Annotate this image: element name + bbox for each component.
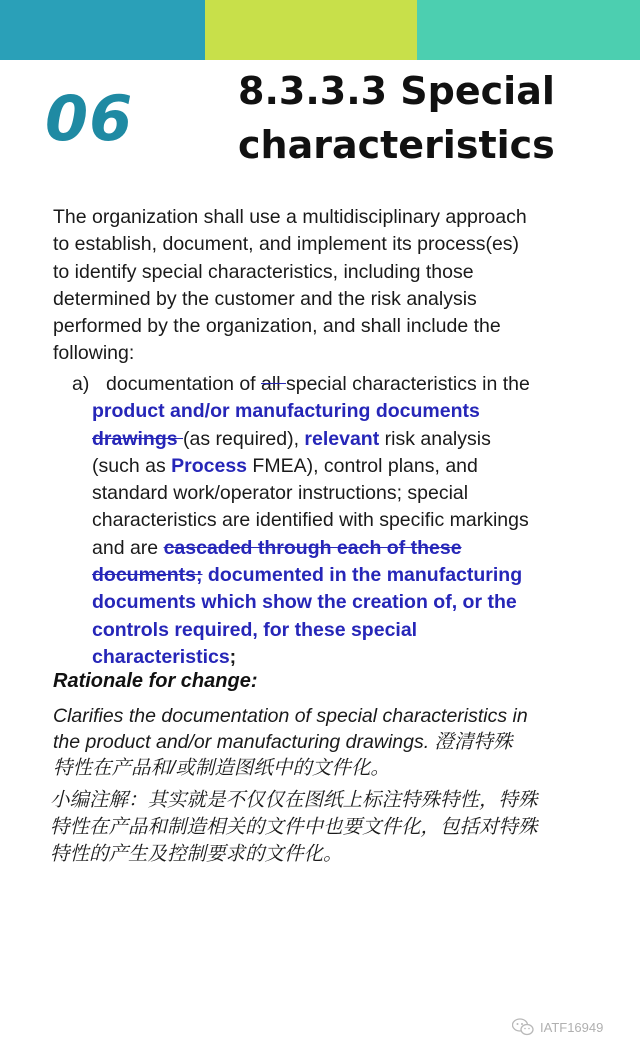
rationale-heading: Rationale for change:	[53, 670, 258, 692]
intro-line: The organization shall use a multidisciplinary approach	[53, 206, 527, 228]
struck-text: all	[261, 373, 286, 395]
item-text: FMEA), control plans, and	[247, 454, 478, 477]
struck-text: drawings	[92, 427, 184, 450]
struck-text: cascaded through each of these	[163, 536, 462, 559]
item-a-line-9	[72, 589, 607, 616]
item-a-line-6: characteristics are identified with specific markings	[92, 509, 529, 532]
item-a-line-10	[72, 617, 607, 644]
item-label: a)	[72, 373, 90, 395]
added-text: product and/or manufacturing documents	[92, 400, 480, 423]
intro-line: determined by the customer and the risk analysis	[53, 287, 477, 310]
watermark-text: IATF16949	[540, 1019, 604, 1035]
watermark	[512, 1018, 603, 1036]
list-item-a	[72, 371, 607, 671]
added-text: documents which show the creation of, or the	[92, 591, 517, 614]
rationale-text	[53, 703, 618, 781]
item-text: special characteristics in the	[285, 373, 530, 395]
section-number: 06	[45, 82, 134, 155]
note-line: 特性在产品和制造相关的文件中也要文件化，包括对特殊	[50, 816, 538, 838]
item-a-line-5: standard work/operator instructions; special	[92, 482, 469, 505]
item-a-line-11	[72, 644, 607, 671]
intro-line: following:	[53, 342, 135, 365]
top-bar-green	[417, 0, 640, 60]
intro-line: to establish, document, and implement its process(es)	[53, 233, 520, 256]
item-text: documentation of	[106, 373, 262, 395]
intro-paragraph	[53, 204, 613, 368]
intro-line: performed by the organization, and shall include the	[53, 315, 501, 338]
item-text: risk analysis	[379, 427, 491, 450]
item-a-line-2	[72, 398, 607, 425]
title-line-1: 8.3.3.3 Special	[238, 69, 555, 113]
title-line-2: characteristics	[238, 123, 555, 167]
added-text: documented in the manufacturing	[202, 564, 523, 587]
item-a-line-4	[72, 453, 607, 480]
added-text: characteristics	[92, 645, 230, 668]
struck-text: documents;	[92, 564, 203, 587]
top-color-bar	[0, 0, 640, 60]
item-a-line-8	[72, 562, 607, 589]
rationale-line: Clarifies the documentation of special characteristics in	[53, 705, 528, 727]
item-a-line-3	[72, 426, 607, 453]
item-a-line-1	[72, 371, 607, 398]
added-text: relevant	[304, 427, 380, 450]
added-text: Process	[171, 454, 248, 477]
item-a-line-7	[72, 535, 607, 562]
added-text: controls required, for these special	[92, 618, 418, 641]
top-bar-teal	[0, 0, 205, 60]
item-text: ;	[229, 645, 237, 668]
page-title	[238, 64, 628, 172]
rationale-line: 特性在产品和/或制造图纸中的文件化。	[53, 757, 390, 779]
wechat-icon	[512, 1018, 534, 1036]
item-text: (such as	[92, 454, 172, 477]
rationale-line: the product and/or manufacturing drawings. 澄清特殊	[53, 731, 513, 753]
note-line: 小编注解：其实就是不仅仅在图纸上标注特殊特性，特殊	[50, 789, 538, 811]
item-text: and are	[92, 536, 164, 559]
top-bar-lime	[205, 0, 417, 60]
item-text: (as required),	[183, 427, 305, 450]
intro-line: to identify special characteristics, including those	[53, 260, 474, 283]
editor-note	[50, 787, 620, 868]
note-line: 特性的产生及控制要求的文件化。	[50, 843, 343, 865]
